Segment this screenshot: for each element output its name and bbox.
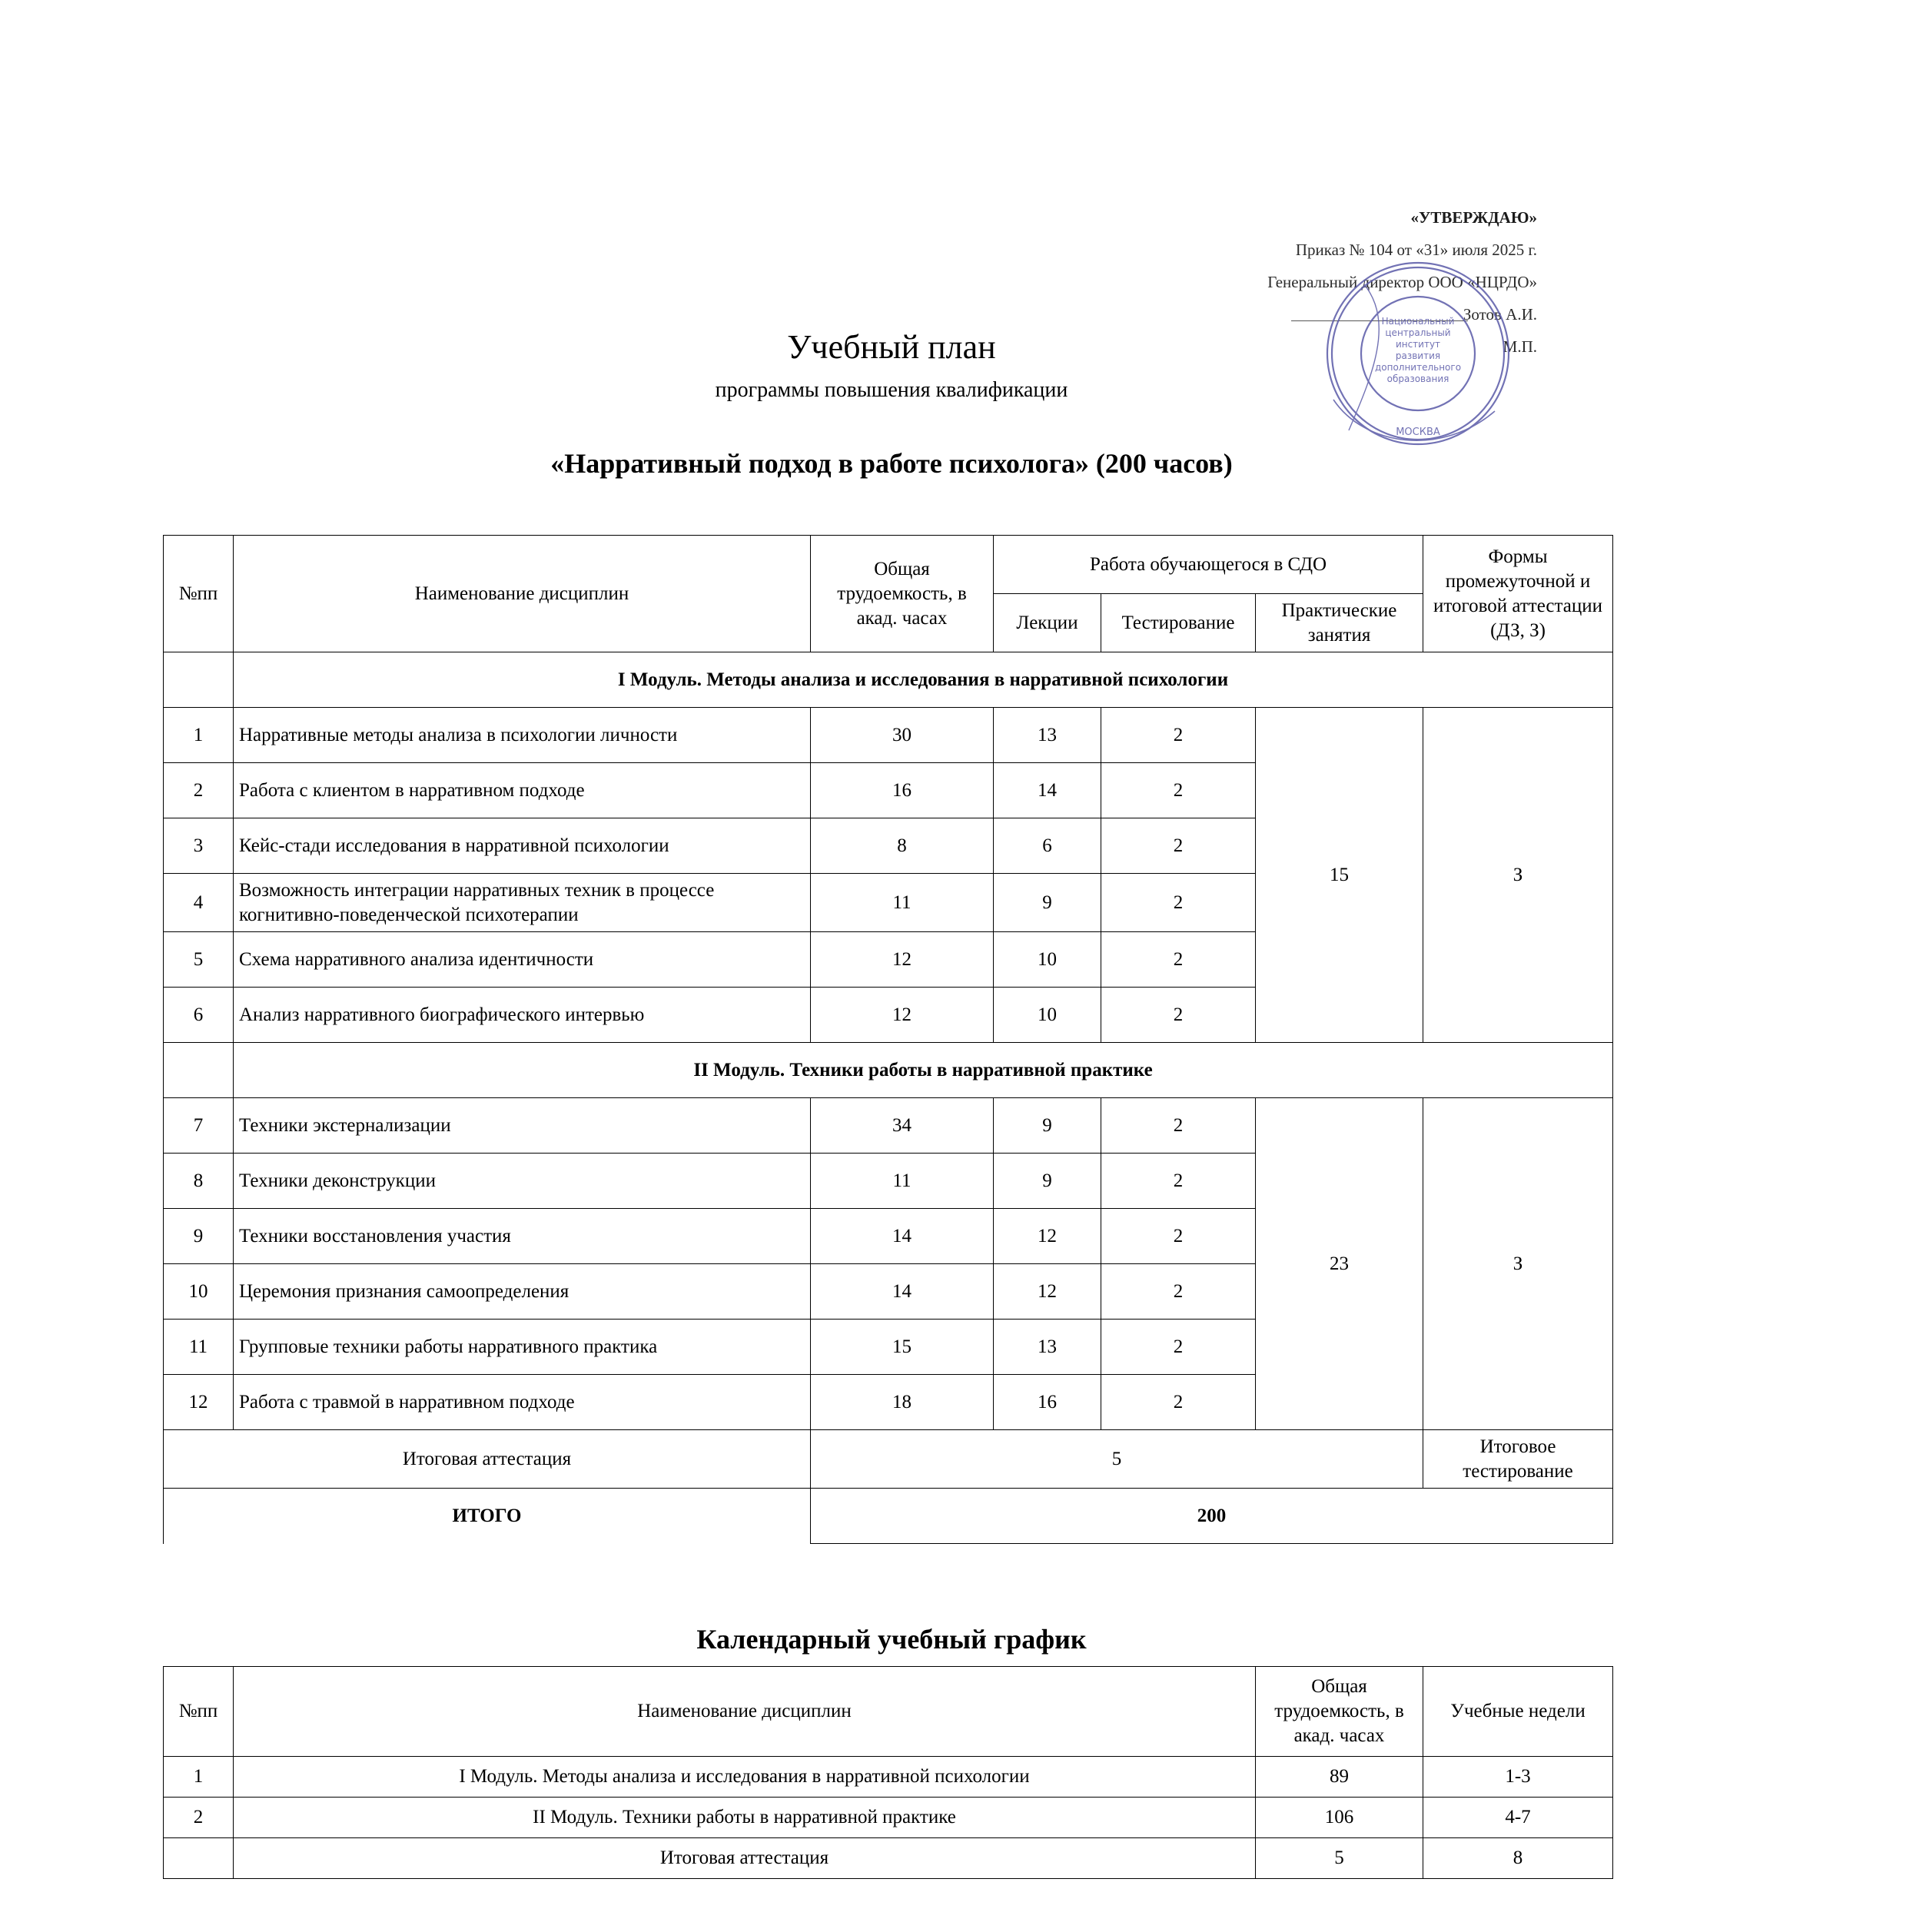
seal-line-1: Национальный bbox=[1381, 316, 1455, 327]
row-num: 7 bbox=[164, 1098, 234, 1154]
seal-city: МОСКВА bbox=[1396, 427, 1440, 438]
discipline-name: Работа с травмой в нарративном подходе bbox=[234, 1375, 811, 1430]
row-num: 6 bbox=[164, 988, 234, 1043]
row-num: 8 bbox=[164, 1154, 234, 1209]
schedule-table bbox=[163, 1666, 1613, 1879]
lecture-hours: 13 bbox=[994, 1320, 1101, 1375]
discipline-name: Техники деконструкции bbox=[234, 1154, 811, 1209]
schedule-row bbox=[164, 1757, 1613, 1798]
testing-hours: 2 bbox=[1101, 1320, 1256, 1375]
total-hours: 34 bbox=[811, 1098, 994, 1154]
lecture-hours: 10 bbox=[994, 932, 1101, 988]
lecture-hours: 13 bbox=[994, 708, 1101, 763]
lecture-hours: 6 bbox=[994, 818, 1101, 874]
lecture-hours: 12 bbox=[994, 1264, 1101, 1320]
total-hours: 11 bbox=[811, 1154, 994, 1209]
lecture-hours: 9 bbox=[994, 1154, 1101, 1209]
schedule-total: 106 bbox=[1256, 1798, 1423, 1838]
module-title: I Модуль. Методы анализа и исследования в нарративной психологии bbox=[234, 652, 1613, 708]
discipline-name: Схема нарративного анализа идентичности bbox=[234, 932, 811, 988]
table-row bbox=[164, 1098, 1613, 1154]
approval-position: Генеральный директор ООО «НЦРДО» bbox=[1267, 273, 1537, 291]
row-num: 9 bbox=[164, 1209, 234, 1264]
header-practice: Практические занятия bbox=[1256, 594, 1423, 652]
practice-hours: 15 bbox=[1256, 708, 1423, 1043]
total-label: ИТОГО bbox=[164, 1489, 811, 1544]
schedule-num: 2 bbox=[164, 1798, 234, 1838]
discipline-name: Техники экстернализации bbox=[234, 1098, 811, 1154]
attestation-form: З bbox=[1423, 1098, 1613, 1430]
lecture-hours: 9 bbox=[994, 1098, 1101, 1154]
lecture-hours: 16 bbox=[994, 1375, 1101, 1430]
total-hours: 11 bbox=[811, 874, 994, 932]
total-hours: 15 bbox=[811, 1320, 994, 1375]
row-num: 10 bbox=[164, 1264, 234, 1320]
testing-hours: 2 bbox=[1101, 1154, 1256, 1209]
schedule-total: 89 bbox=[1256, 1757, 1423, 1798]
schedule-row bbox=[164, 1798, 1613, 1838]
discipline-name: Техники восстановления участия bbox=[234, 1209, 811, 1264]
schedule-weeks: 1-3 bbox=[1423, 1757, 1613, 1798]
total-hours-sum: 200 bbox=[811, 1489, 1613, 1544]
seal-line-2: центральный bbox=[1385, 327, 1451, 338]
schedule-num: 1 bbox=[164, 1757, 234, 1798]
approval-name: Зотов А.И. bbox=[1463, 305, 1537, 324]
schedule-header-row bbox=[164, 1667, 1613, 1757]
seal-line-6: образования bbox=[1386, 373, 1449, 384]
row-num: 2 bbox=[164, 763, 234, 818]
seal-line-3: институт bbox=[1395, 339, 1441, 350]
curriculum-table bbox=[163, 535, 1613, 1544]
total-hours: 12 bbox=[811, 988, 994, 1043]
total-hours: 14 bbox=[811, 1209, 994, 1264]
testing-hours: 2 bbox=[1101, 1375, 1256, 1430]
schedule-name: I Модуль. Методы анализа и исследования в нарративной психологии bbox=[234, 1757, 1256, 1798]
schedule-header-total: Общая трудоемкость, в акад. часах bbox=[1256, 1667, 1423, 1757]
testing-hours: 2 bbox=[1101, 818, 1256, 874]
approval-stamp-place: М.П. bbox=[1503, 337, 1537, 356]
total-hours: 14 bbox=[811, 1264, 994, 1320]
seal-line-5: дополнительного bbox=[1374, 362, 1462, 373]
testing-hours: 2 bbox=[1101, 874, 1256, 932]
table-header-row bbox=[164, 536, 1613, 594]
schedule-total: 5 bbox=[1256, 1838, 1423, 1879]
schedule-name: II Модуль. Техники работы в нарративной практике bbox=[234, 1798, 1256, 1838]
discipline-name: Церемония признания самоопределения bbox=[234, 1264, 811, 1320]
lecture-hours: 9 bbox=[994, 874, 1101, 932]
discipline-name: Возможность интеграции нарративных техник в процессе когнитивно-поведенческой психотерапии bbox=[234, 874, 811, 932]
lecture-hours: 12 bbox=[994, 1209, 1101, 1264]
approval-heading: «УТВЕРЖДАЮ» bbox=[1410, 208, 1537, 227]
discipline-name: Нарративные методы анализа в психологии личности bbox=[234, 708, 811, 763]
approval-order: Приказ № 104 от «31» июля 2025 г. bbox=[1295, 241, 1537, 259]
page-subtitle: программы повышения квалификации bbox=[715, 378, 1068, 402]
program-title: «Нарративный подход в работе психолога» (200 часов) bbox=[550, 448, 1233, 479]
row-num: 4 bbox=[164, 874, 234, 932]
page-title: Учебный план bbox=[787, 328, 996, 366]
discipline-name: Групповые техники работы нарративного практика bbox=[234, 1320, 811, 1375]
schedule-header-weeks: Учебные недели bbox=[1423, 1667, 1613, 1757]
module-num-cell bbox=[164, 652, 234, 708]
testing-hours: 2 bbox=[1101, 932, 1256, 988]
seal-line-4: развития bbox=[1395, 350, 1441, 361]
header-num: №пп bbox=[164, 536, 234, 652]
header-testing: Тестирование bbox=[1101, 594, 1256, 652]
final-attestation-row bbox=[164, 1430, 1613, 1489]
testing-hours: 2 bbox=[1101, 1264, 1256, 1320]
module-row bbox=[164, 652, 1613, 708]
row-num: 5 bbox=[164, 932, 234, 988]
testing-hours: 2 bbox=[1101, 1098, 1256, 1154]
schedule-weeks: 4-7 bbox=[1423, 1798, 1613, 1838]
row-num: 3 bbox=[164, 818, 234, 874]
total-row bbox=[164, 1489, 1613, 1544]
header-total: Общая трудоемкость, в акад. часах bbox=[811, 536, 994, 652]
schedule-num bbox=[164, 1838, 234, 1879]
schedule-title: Календарный учебный график bbox=[696, 1624, 1087, 1655]
schedule-name: Итоговая аттестация bbox=[234, 1838, 1256, 1879]
row-num: 12 bbox=[164, 1375, 234, 1430]
header-lectures: Лекции bbox=[994, 594, 1101, 652]
header-name: Наименование дисциплин bbox=[234, 536, 811, 652]
attestation-form: З bbox=[1423, 708, 1613, 1043]
table-row bbox=[164, 708, 1613, 763]
total-hours: 30 bbox=[811, 708, 994, 763]
total-hours: 12 bbox=[811, 932, 994, 988]
total-hours: 18 bbox=[811, 1375, 994, 1430]
row-num: 1 bbox=[164, 708, 234, 763]
testing-hours: 2 bbox=[1101, 708, 1256, 763]
testing-hours: 2 bbox=[1101, 988, 1256, 1043]
header-work-group: Работа обучающегося в СДО bbox=[994, 536, 1423, 594]
schedule-header-num: №пп bbox=[164, 1667, 234, 1757]
module-num-cell bbox=[164, 1043, 234, 1098]
final-form: Итоговое тестирование bbox=[1423, 1430, 1613, 1489]
discipline-name: Кейс-стади исследования в нарративной психологии bbox=[234, 818, 811, 874]
row-num: 11 bbox=[164, 1320, 234, 1375]
final-label: Итоговая аттестация bbox=[164, 1430, 811, 1489]
lecture-hours: 14 bbox=[994, 763, 1101, 818]
schedule-weeks: 8 bbox=[1423, 1838, 1613, 1879]
module-title: II Модуль. Техники работы в нарративной практике bbox=[234, 1043, 1613, 1098]
testing-hours: 2 bbox=[1101, 763, 1256, 818]
schedule-row bbox=[164, 1838, 1613, 1879]
discipline-name: Анализ нарративного биографического интервью bbox=[234, 988, 811, 1043]
final-hours: 5 bbox=[811, 1430, 1423, 1489]
practice-hours: 23 bbox=[1256, 1098, 1423, 1430]
lecture-hours: 10 bbox=[994, 988, 1101, 1043]
schedule-header-name: Наименование дисциплин bbox=[234, 1667, 1256, 1757]
testing-hours: 2 bbox=[1101, 1209, 1256, 1264]
header-forms: Формы промежуточной и итоговой аттестации (ДЗ, З) bbox=[1423, 536, 1613, 652]
total-hours: 16 bbox=[811, 763, 994, 818]
total-hours: 8 bbox=[811, 818, 994, 874]
module-row bbox=[164, 1043, 1613, 1098]
discipline-name: Работа с клиентом в нарративном подходе bbox=[234, 763, 811, 818]
